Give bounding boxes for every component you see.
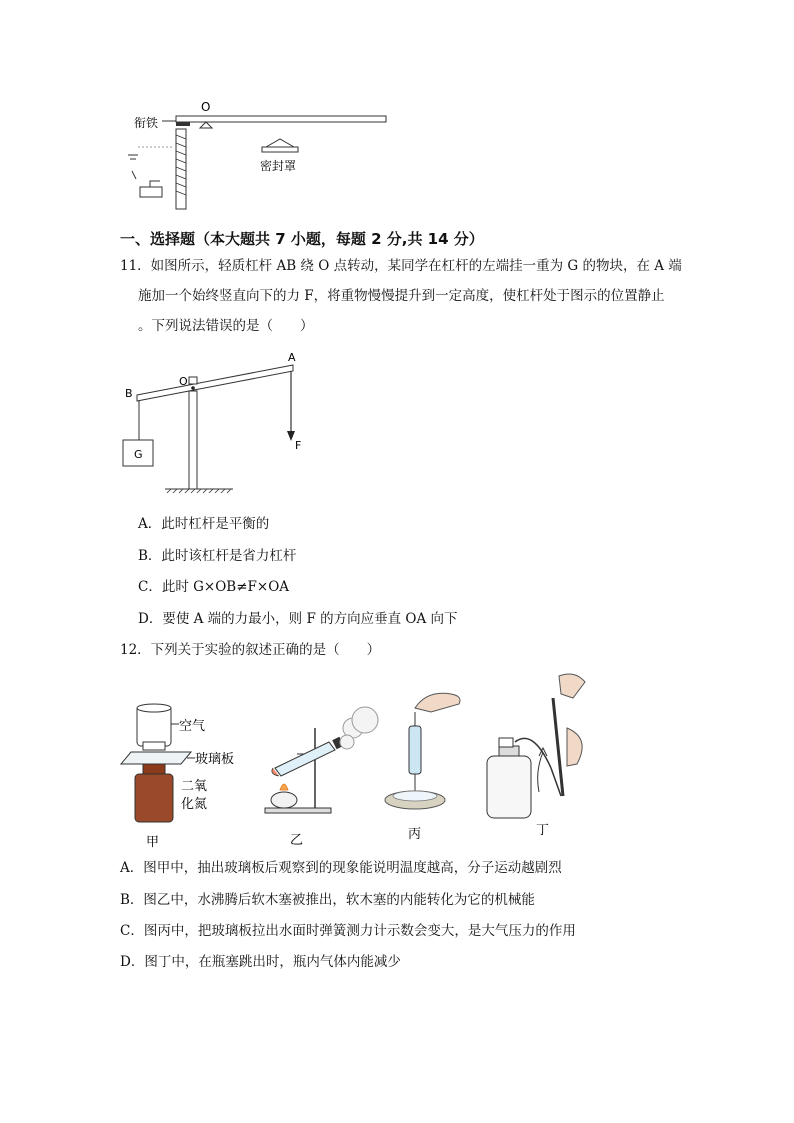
q11-option-c: C．此时 G×OB≠F×OA [138, 579, 290, 595]
pivot-triangle [200, 122, 212, 128]
pivot-label-o: O [201, 100, 211, 114]
q11-line-1: 11．如图所示，轻质杠杆 AB 绕 O 点转动，某同学在杠杆的左端挂一重为 G 的物块，在 A 端 [120, 258, 682, 274]
label-co2-2: 化氮 [181, 797, 208, 812]
lever-ab [137, 365, 293, 401]
relay-figure [120, 95, 440, 215]
lever-bar [176, 116, 386, 122]
armature [176, 122, 190, 126]
q11-line-3: 。下列说法错误的是（ ） [138, 318, 314, 334]
q12-option-c: C．图丙中，把玻璃板拉出水面时弹簧测力计示数会变大，是大气压力的作用 [120, 923, 576, 939]
spring-scale [409, 726, 421, 774]
q11-option-d: D．要使 A 端的力最小，则 F 的方向应垂直 OA 向下 [138, 611, 458, 627]
experiment-ding [487, 674, 585, 838]
bottle [487, 756, 531, 818]
q12-option-b: B．图乙中，水沸腾后软木塞被推出，软木塞的内能转化为它的机械能 [120, 892, 535, 908]
lever-figure [115, 345, 335, 495]
glass-plate [121, 752, 191, 764]
section-title: 一、选择题（本大题共 7 小题，每题 2 分,共 14 分） [120, 230, 484, 248]
experiments-figure [115, 668, 615, 850]
label-ding: 丁 [536, 823, 550, 838]
pump-rod [553, 698, 563, 796]
label-yi: 乙 [290, 833, 304, 848]
label-bing: 丙 [408, 827, 422, 842]
hand [415, 693, 460, 712]
label-air: 空气 [179, 719, 206, 734]
label-a: A [288, 351, 296, 364]
pump-hand [559, 674, 585, 698]
label-f: F [295, 439, 302, 452]
label-g: G [134, 448, 143, 461]
label-glass: 玻璃板 [195, 752, 235, 767]
experiment-bing [385, 693, 460, 842]
test-tube [275, 742, 335, 776]
q11-line-2: 施加一个始终竖直向下的力 F，将重物慢慢提升到一定高度，使杠杆处于图示的位置静止 [138, 288, 665, 304]
label-b: B [125, 387, 133, 400]
co2-jar [135, 774, 173, 822]
switch-box [140, 187, 162, 197]
pivot-o [191, 386, 195, 390]
experiment-jia [121, 704, 234, 850]
q11-option-a: A．此时杠杆是平衡的 [138, 516, 270, 532]
q11-option-b: B．此时该杠杆是省力杠杆 [138, 548, 297, 564]
bottle-stopper [499, 738, 513, 747]
experiment-yi [265, 707, 378, 848]
label-co2-1: 二氧 [181, 779, 208, 794]
label-o: O [179, 375, 188, 388]
armature-label: 衔铁 [134, 116, 159, 130]
alcohol-lamp [271, 792, 297, 808]
cover-label: 密封罩 [260, 159, 297, 173]
q12-option-a: A．图甲中，抽出玻璃板后观察到的现象能说明温度越高，分子运动越剧烈 [120, 860, 562, 876]
q12-line-1: 12．下列关于实验的叙述正确的是（ ） [120, 642, 381, 658]
pivot-block [189, 377, 197, 384]
sealed-cover [266, 139, 294, 147]
label-jia: 甲 [146, 835, 160, 850]
support-post [189, 391, 197, 489]
q12-option-d: D．图丁中，在瓶塞跳出时，瓶内气体内能减少 [120, 954, 401, 970]
